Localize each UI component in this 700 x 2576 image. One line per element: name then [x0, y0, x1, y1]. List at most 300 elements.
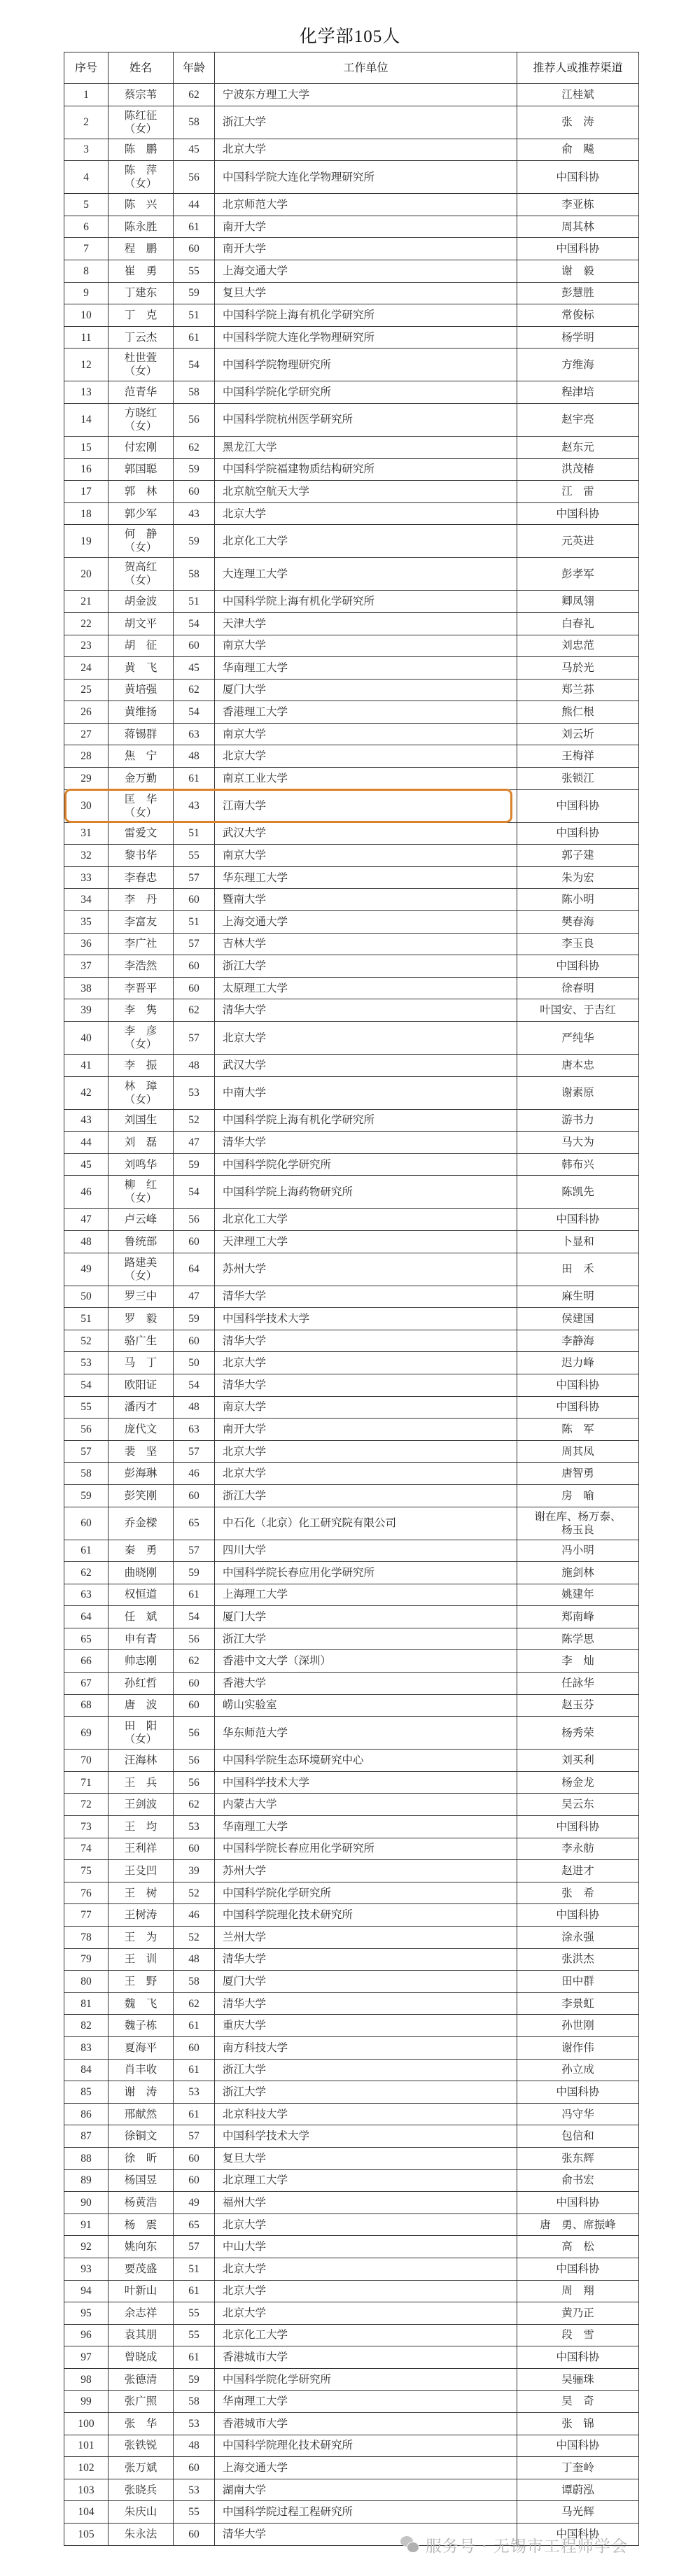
cell-recommender: 常俊标 — [517, 304, 639, 327]
cell-name: 张晓兵 — [108, 2479, 174, 2501]
table-row — [64, 1132, 639, 1154]
cell-unit: 中国科学院生态环境研究中心 — [215, 1750, 517, 1772]
cell-recommender: 中国科协 — [517, 1209, 639, 1231]
table-row — [64, 1750, 639, 1772]
cell-no: 92 — [64, 2236, 108, 2258]
cell-name: 胡文平 — [108, 612, 174, 635]
cell-name: 丁 克 — [108, 304, 174, 327]
cell-name: 林 璋 （女） — [108, 1076, 174, 1109]
cell-age: 56 — [174, 403, 215, 436]
cell-unit: 中国科学院上海药物研究所 — [215, 1176, 517, 1209]
cell-name: 郭少军 — [108, 502, 174, 525]
cell-name: 曾晓成 — [108, 2346, 174, 2369]
cell-unit: 南开大学 — [215, 238, 517, 260]
cell-recommender: 谢素原 — [517, 1076, 639, 1109]
cell-recommender: 唐智勇 — [517, 1463, 639, 1485]
cell-age: 46 — [174, 1904, 215, 1927]
cell-no: 27 — [64, 723, 108, 745]
cell-name: 李广社 — [108, 933, 174, 955]
table-row — [64, 2479, 639, 2501]
cell-no: 40 — [64, 1022, 108, 1055]
cell-name: 夏海平 — [108, 2036, 174, 2059]
cell-no: 81 — [64, 1992, 108, 2015]
cell-recommender: 中国科协 — [517, 161, 639, 194]
table-row — [64, 1628, 639, 1650]
cell-age: 55 — [174, 2302, 215, 2325]
cell-age: 55 — [174, 2501, 215, 2524]
cell-name: 徐铜文 — [108, 2125, 174, 2148]
cell-no: 1 — [64, 84, 108, 106]
cell-recommender: 赵进才 — [517, 1860, 639, 1882]
cell-name: 王树涛 — [108, 1904, 174, 1927]
table-row — [64, 1882, 639, 1904]
cell-age: 53 — [174, 2081, 215, 2104]
cell-unit: 北京化工大学 — [215, 1209, 517, 1231]
cell-name: 杨黄浩 — [108, 2192, 174, 2214]
cell-no: 53 — [64, 1352, 108, 1374]
cell-no: 103 — [64, 2479, 108, 2501]
cell-age: 60 — [174, 955, 215, 978]
cell-unit: 苏州大学 — [215, 1253, 517, 1286]
cell-no: 52 — [64, 1330, 108, 1352]
cell-age: 59 — [174, 458, 215, 481]
table-header-row — [64, 52, 639, 84]
table-row — [64, 1022, 639, 1055]
cell-recommender: 彭孝军 — [517, 558, 639, 591]
cell-unit: 北京师范大学 — [215, 194, 517, 216]
cell-recommender: 谭蔚泓 — [517, 2479, 639, 2501]
cell-age: 57 — [174, 2125, 215, 2148]
table-row — [64, 1286, 639, 1308]
cell-age: 52 — [174, 1882, 215, 1904]
table-row — [64, 304, 639, 327]
cell-no: 67 — [64, 1673, 108, 1695]
cell-age: 51 — [174, 2258, 215, 2280]
cell-recommender: 谢作伟 — [517, 2036, 639, 2059]
cell-recommender: 施剑林 — [517, 1562, 639, 1584]
cell-no: 94 — [64, 2280, 108, 2302]
table-row — [64, 2236, 639, 2258]
cell-recommender: 江桂斌 — [517, 84, 639, 106]
cell-recommender: 中国科协 — [517, 2081, 639, 2104]
table-row — [64, 2391, 639, 2413]
table-row — [64, 977, 639, 999]
cell-name: 帅志刚 — [108, 1650, 174, 1673]
cell-unit: 北京科技大学 — [215, 2103, 517, 2125]
table-row — [64, 1971, 639, 1993]
cell-age: 59 — [174, 282, 215, 304]
cell-unit: 中国科学院化学研究所 — [215, 1882, 517, 1904]
cell-unit: 上海交通大学 — [215, 260, 517, 282]
table-row — [64, 1176, 639, 1209]
cell-recommender: 中国科协 — [517, 789, 639, 822]
cell-recommender: 李永舫 — [517, 1838, 639, 1860]
cell-unit: 中国科学院福建物质结构研究所 — [215, 458, 517, 481]
cell-recommender: 李 灿 — [517, 1650, 639, 1673]
cell-name: 肖丰收 — [108, 2059, 174, 2081]
cell-unit: 中国科学院过程工程研究所 — [215, 2501, 517, 2524]
cell-age: 47 — [174, 1132, 215, 1154]
cell-unit: 北京理工大学 — [215, 2169, 517, 2192]
cell-recommender: 中国科协 — [517, 1904, 639, 1927]
cell-unit: 中国科学院长春应用化学研究所 — [215, 1562, 517, 1584]
cell-age: 54 — [174, 701, 215, 724]
cell-recommender: 俞书宏 — [517, 2169, 639, 2192]
table-row — [64, 1396, 639, 1419]
cell-unit: 苏州大学 — [215, 1860, 517, 1882]
cell-name: 丁建东 — [108, 282, 174, 304]
table-row — [64, 1076, 639, 1109]
cell-no: 78 — [64, 1927, 108, 1949]
cell-name: 柳 红 （女） — [108, 1176, 174, 1209]
cell-name: 雷爱文 — [108, 822, 174, 845]
table-row — [64, 2258, 639, 2280]
cell-no: 30 — [64, 789, 108, 822]
cell-no: 38 — [64, 977, 108, 999]
cell-unit: 清华大学 — [215, 2524, 517, 2546]
cell-unit: 中国科学院化学研究所 — [215, 381, 517, 404]
cell-unit: 清华大学 — [215, 1992, 517, 2015]
cell-no: 4 — [64, 161, 108, 194]
cell-recommender: 孙世刚 — [517, 2015, 639, 2037]
cell-no: 93 — [64, 2258, 108, 2280]
cell-recommender: 冯小明 — [517, 1540, 639, 1562]
table-row — [64, 612, 639, 635]
cell-unit: 南京大学 — [215, 635, 517, 657]
cell-name: 彭笑刚 — [108, 1484, 174, 1507]
cell-age: 61 — [174, 2280, 215, 2302]
cell-recommender: 中国科协 — [517, 238, 639, 260]
cell-age: 45 — [174, 139, 215, 161]
cell-no: 88 — [64, 2147, 108, 2169]
cell-age: 58 — [174, 381, 215, 404]
cell-recommender: 中国科协 — [517, 2435, 639, 2457]
cell-no: 73 — [64, 1816, 108, 1838]
cell-name: 黎书华 — [108, 845, 174, 867]
cell-recommender: 麻生明 — [517, 1286, 639, 1308]
cell-no: 83 — [64, 2036, 108, 2059]
cell-age: 56 — [174, 1628, 215, 1650]
cell-recommender: 冯守华 — [517, 2103, 639, 2125]
cell-name: 方晓红 （女） — [108, 403, 174, 436]
cell-recommender: 朱为宏 — [517, 866, 639, 889]
cell-recommender: 熊仁根 — [517, 701, 639, 724]
table-row — [64, 2435, 639, 2457]
cell-no: 2 — [64, 106, 108, 139]
table-row — [64, 1904, 639, 1927]
table-row — [64, 502, 639, 525]
cell-name: 黄培强 — [108, 679, 174, 701]
cell-no: 96 — [64, 2324, 108, 2346]
cell-unit: 中国科学院化学研究所 — [215, 2368, 517, 2391]
table-row — [64, 2147, 639, 2169]
cell-no: 18 — [64, 502, 108, 525]
cell-name: 张万斌 — [108, 2457, 174, 2479]
cell-recommender: 郑南峰 — [517, 1606, 639, 1628]
table-row — [64, 2125, 639, 2148]
cell-unit: 浙江大学 — [215, 2081, 517, 2104]
table-row — [64, 1484, 639, 1507]
cell-no: 70 — [64, 1750, 108, 1772]
cell-age: 47 — [174, 1286, 215, 1308]
cell-name: 郭 林 — [108, 481, 174, 503]
cell-no: 105 — [64, 2524, 108, 2546]
cell-age: 60 — [174, 1330, 215, 1352]
cell-recommender: 李亚栋 — [517, 194, 639, 216]
cell-recommender: 田中群 — [517, 1971, 639, 1993]
cell-age: 56 — [174, 1771, 215, 1794]
cell-name: 黄维扬 — [108, 701, 174, 724]
table-row — [64, 1794, 639, 1816]
cell-name: 曲晓刚 — [108, 1562, 174, 1584]
cell-name: 魏子栋 — [108, 2015, 174, 2037]
cell-age: 61 — [174, 2015, 215, 2037]
cell-recommender: 李静海 — [517, 1330, 639, 1352]
table-row — [64, 106, 639, 139]
cell-name: 张 华 — [108, 2413, 174, 2435]
cell-age: 54 — [174, 349, 215, 381]
cell-name: 王利祥 — [108, 1838, 174, 1860]
cell-name: 李 丹 — [108, 889, 174, 911]
cell-recommender: 周其林 — [517, 216, 639, 238]
cell-age: 48 — [174, 1396, 215, 1419]
cell-no: 59 — [64, 1484, 108, 1507]
table-row — [64, 1562, 639, 1584]
cell-unit: 中国科学技术大学 — [215, 2125, 517, 2148]
cell-recommender: 马大为 — [517, 1132, 639, 1154]
cell-recommender: 唐 勇、席振峰 — [517, 2213, 639, 2236]
cell-recommender: 杨学明 — [517, 326, 639, 349]
cell-name: 李浩然 — [108, 955, 174, 978]
cell-name: 黄 飞 — [108, 657, 174, 680]
cell-unit: 北京大学 — [215, 2213, 517, 2236]
cell-age: 55 — [174, 2324, 215, 2346]
cell-age: 57 — [174, 1440, 215, 1463]
cell-recommender: 张 锦 — [517, 2413, 639, 2435]
cell-unit: 复旦大学 — [215, 282, 517, 304]
cell-no: 71 — [64, 1771, 108, 1794]
cell-recommender: 李玉良 — [517, 933, 639, 955]
cell-age: 44 — [174, 194, 215, 216]
cell-unit: 复旦大学 — [215, 2147, 517, 2169]
watermark-text: 服务号 · 无锡市工程师学会 — [426, 2537, 628, 2556]
cell-no: 34 — [64, 889, 108, 911]
cell-age: 48 — [174, 2435, 215, 2457]
cell-name: 蒋锡群 — [108, 723, 174, 745]
cell-recommender: 杨金龙 — [517, 1771, 639, 1794]
table-row — [64, 1308, 639, 1330]
cell-recommender: 韩布兴 — [517, 1153, 639, 1176]
cell-no: 33 — [64, 866, 108, 889]
cell-unit: 中国科学院化学研究所 — [215, 1153, 517, 1176]
cell-recommender: 丁奎岭 — [517, 2457, 639, 2479]
cell-name: 袁其朋 — [108, 2324, 174, 2346]
cell-unit: 南京工业大学 — [215, 768, 517, 790]
cell-name: 朱庆山 — [108, 2501, 174, 2524]
cell-unit: 福州大学 — [215, 2192, 517, 2214]
cell-name: 陈 萍 （女） — [108, 161, 174, 194]
cell-unit: 厦门大学 — [215, 1971, 517, 1993]
cell-unit: 中国科学院上海有机化学研究所 — [215, 591, 517, 613]
cell-no: 13 — [64, 381, 108, 404]
cell-recommender: 彭慧胜 — [517, 282, 639, 304]
cell-age: 51 — [174, 822, 215, 845]
cell-no: 72 — [64, 1794, 108, 1816]
table-row — [64, 889, 639, 911]
table-body — [64, 84, 639, 2546]
cell-no: 44 — [64, 1132, 108, 1154]
cell-no: 48 — [64, 1230, 108, 1253]
cell-name: 罗 毅 — [108, 1308, 174, 1330]
cell-name: 姚向东 — [108, 2236, 174, 2258]
cell-no: 31 — [64, 822, 108, 845]
cell-name: 郭国聪 — [108, 458, 174, 481]
table-row — [64, 2103, 639, 2125]
cell-name: 裴 坚 — [108, 1440, 174, 1463]
cell-age: 65 — [174, 1507, 215, 1540]
cell-recommender: 赵玉芬 — [517, 1694, 639, 1717]
cell-no: 11 — [64, 326, 108, 349]
table-row — [64, 2059, 639, 2081]
cell-unit: 北京化工大学 — [215, 2324, 517, 2346]
table-row — [64, 216, 639, 238]
table-row — [64, 1253, 639, 1286]
cell-recommender: 中国科协 — [517, 822, 639, 845]
cell-no: 32 — [64, 845, 108, 867]
cell-no: 29 — [64, 768, 108, 790]
cell-age: 54 — [174, 1176, 215, 1209]
cell-recommender: 中国科协 — [517, 1396, 639, 1419]
cell-unit: 浙江大学 — [215, 106, 517, 139]
cell-unit: 清华大学 — [215, 999, 517, 1022]
cell-unit: 南开大学 — [215, 216, 517, 238]
cell-age: 63 — [174, 1419, 215, 1441]
cell-unit: 香港理工大学 — [215, 701, 517, 724]
table-row — [64, 2324, 639, 2346]
cell-name: 蔡宗苇 — [108, 84, 174, 106]
table-row — [64, 1606, 639, 1628]
cell-age: 60 — [174, 1838, 215, 1860]
watermark — [400, 2531, 628, 2558]
cell-recommender: 姚建年 — [517, 1584, 639, 1606]
cell-name: 王 树 — [108, 1882, 174, 1904]
cell-recommender: 俞 飚 — [517, 139, 639, 161]
cell-age: 57 — [174, 866, 215, 889]
table-row — [64, 591, 639, 613]
cell-unit: 湖南大学 — [215, 2479, 517, 2501]
cell-name: 陈 鹏 — [108, 139, 174, 161]
cell-name: 申有青 — [108, 1628, 174, 1650]
cell-no: 66 — [64, 1650, 108, 1673]
cell-no: 39 — [64, 999, 108, 1022]
cell-recommender: 杨秀荣 — [517, 1717, 639, 1750]
cell-age: 62 — [174, 1992, 215, 2015]
table-row — [64, 403, 639, 436]
cell-no: 76 — [64, 1882, 108, 1904]
table-row — [64, 1540, 639, 1562]
table-row — [64, 381, 639, 404]
cell-no: 9 — [64, 282, 108, 304]
cell-age: 56 — [174, 161, 215, 194]
cell-recommender: 中国科协 — [517, 2346, 639, 2369]
table-row — [64, 1717, 639, 1750]
table-row — [64, 260, 639, 282]
cell-unit: 中国科学院大连化学物理研究所 — [215, 161, 517, 194]
cell-name: 李富友 — [108, 911, 174, 934]
cell-name: 杨国昱 — [108, 2169, 174, 2192]
table-row — [64, 2036, 639, 2059]
cell-no: 82 — [64, 2015, 108, 2037]
cell-age: 56 — [174, 1209, 215, 1231]
table-row — [64, 2213, 639, 2236]
cell-no: 24 — [64, 657, 108, 680]
cell-recommender: 刘云圻 — [517, 723, 639, 745]
cell-name: 王 兵 — [108, 1771, 174, 1794]
cell-name: 欧阳证 — [108, 1374, 174, 1396]
cell-no: 63 — [64, 1584, 108, 1606]
cell-recommender: 高 松 — [517, 2236, 639, 2258]
table-row — [64, 1352, 639, 1374]
cell-age: 60 — [174, 238, 215, 260]
cell-unit: 中山大学 — [215, 2236, 517, 2258]
cell-age: 61 — [174, 2346, 215, 2369]
cell-age: 61 — [174, 216, 215, 238]
table-row — [64, 1771, 639, 1794]
table-row — [64, 1694, 639, 1717]
cell-name: 徐 昕 — [108, 2147, 174, 2169]
cell-recommender: 田 禾 — [517, 1253, 639, 1286]
cell-recommender: 中国科协 — [517, 1374, 639, 1396]
table-row — [64, 1860, 639, 1882]
cell-name: 刘鸣华 — [108, 1153, 174, 1176]
cell-unit: 北京大学 — [215, 1440, 517, 1463]
cell-unit: 内蒙古大学 — [215, 1794, 517, 1816]
cell-unit: 江南大学 — [215, 789, 517, 822]
cell-no: 57 — [64, 1440, 108, 1463]
cell-unit: 北京大学 — [215, 502, 517, 525]
cell-name: 叶新山 — [108, 2280, 174, 2302]
table-row — [64, 349, 639, 381]
cell-unit: 上海交通大学 — [215, 2457, 517, 2479]
cell-no: 26 — [64, 701, 108, 724]
table-row — [64, 139, 639, 161]
cell-age: 60 — [174, 1673, 215, 1695]
cell-no: 64 — [64, 1606, 108, 1628]
cell-age: 59 — [174, 1308, 215, 1330]
table-row — [64, 1109, 639, 1132]
cell-recommender: 程津培 — [517, 381, 639, 404]
table-row — [64, 458, 639, 481]
cell-age: 53 — [174, 1076, 215, 1109]
cell-name: 权恒道 — [108, 1584, 174, 1606]
cell-name: 杨 震 — [108, 2213, 174, 2236]
cell-recommender: 马光辉 — [517, 2501, 639, 2524]
header-recommender: 推荐人或推荐渠道 — [517, 52, 639, 84]
cell-unit: 暨南大学 — [215, 889, 517, 911]
cell-no: 3 — [64, 139, 108, 161]
cell-recommender: 张东辉 — [517, 2147, 639, 2169]
cell-age: 52 — [174, 1927, 215, 1949]
cell-recommender: 孙立成 — [517, 2059, 639, 2081]
cell-unit: 天津大学 — [215, 612, 517, 635]
cell-unit: 华东理工大学 — [215, 866, 517, 889]
table-row — [64, 84, 639, 106]
cell-age: 43 — [174, 502, 215, 525]
cell-name: 王 野 — [108, 1971, 174, 1993]
cell-recommender: 周 翔 — [517, 2280, 639, 2302]
cell-name: 唐 波 — [108, 1694, 174, 1717]
cell-age: 46 — [174, 1463, 215, 1485]
